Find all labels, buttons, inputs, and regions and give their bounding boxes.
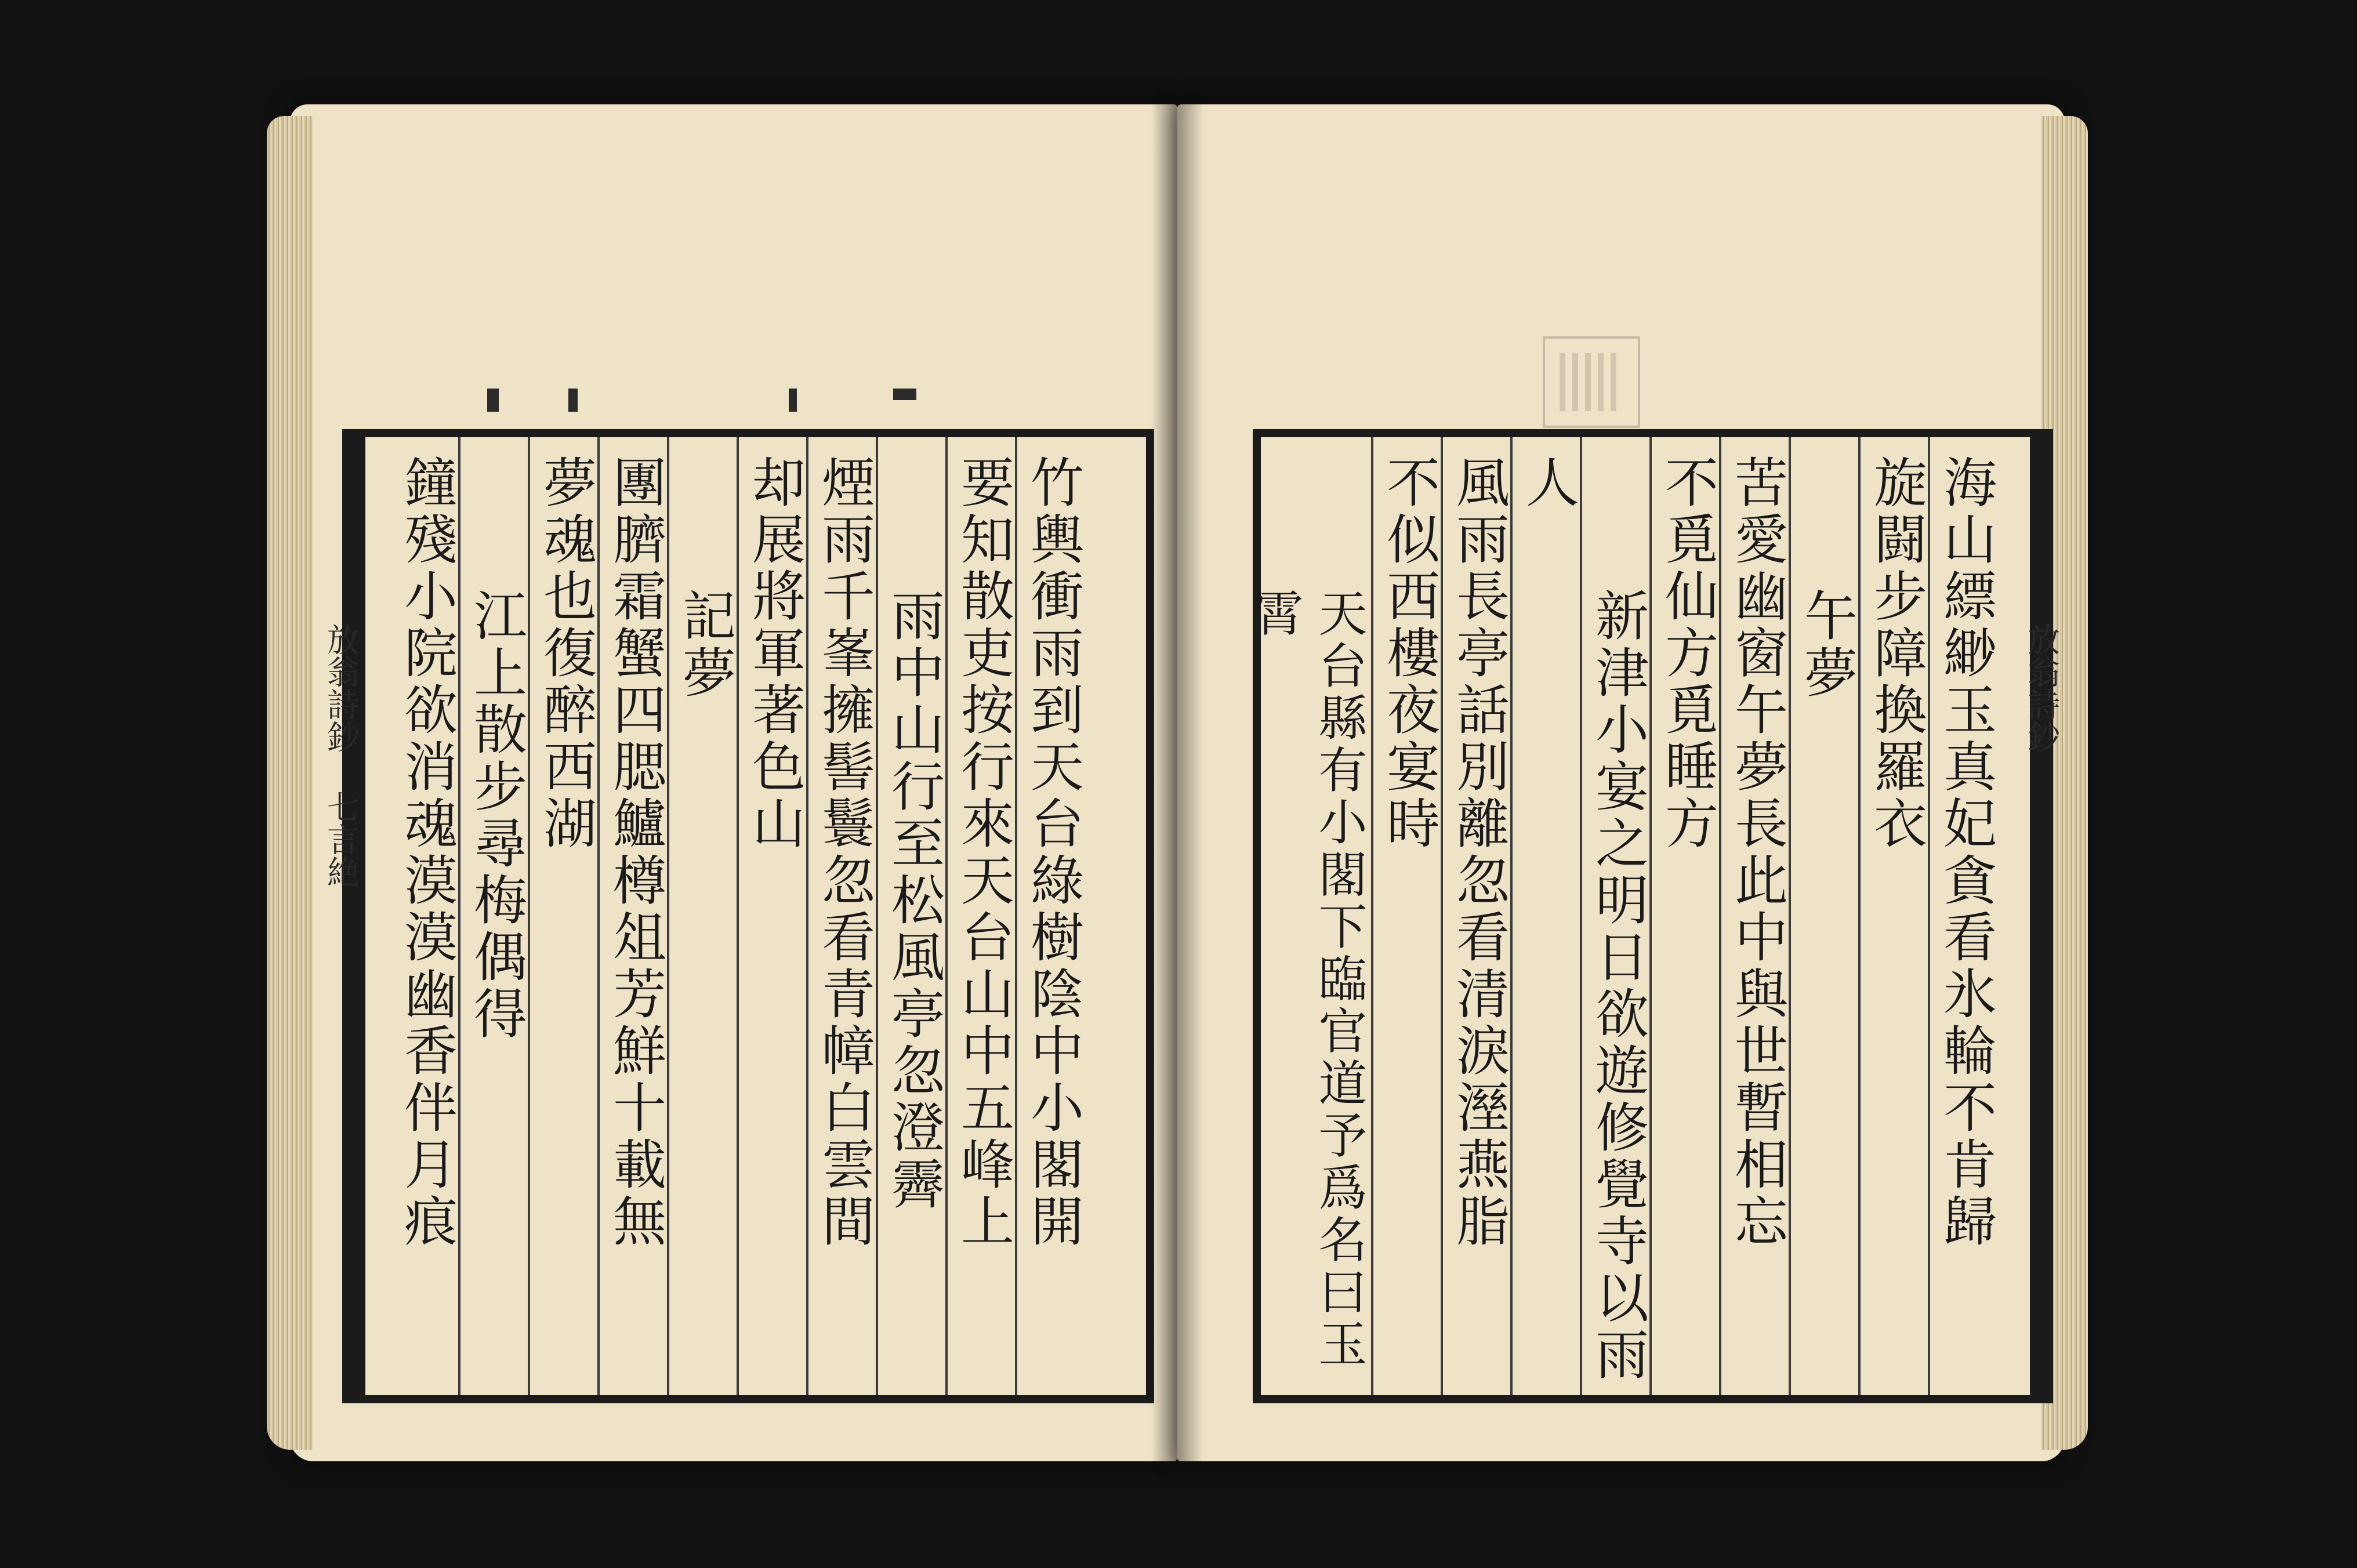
text-column: 風雨長亭話別離忽看清淚溼燕脂 <box>1448 455 1510 1250</box>
text-column: 鐘殘小院欲消魂漠漠幽香伴月痕 <box>396 455 458 1250</box>
banxin-label: 放翁詩鈔 七言絶 <box>322 623 360 888</box>
poem-title: 江上散步尋梅偶得 <box>465 588 527 1043</box>
poem-title: 記夢 <box>674 588 736 702</box>
text-column: 團臍霜蟹四腮鱸樽俎芳鮮十載無 <box>604 455 666 1250</box>
text-column: 不似西樓夜宴時 <box>1378 455 1440 852</box>
left-text-frame <box>322 429 1154 1403</box>
ink-marks <box>487 389 1067 423</box>
text-column: 海山縹緲玉真妃貪看氷輪不肯歸 <box>1935 455 1997 1250</box>
poem-title: 雨中山行至松風亭忽澄霽 <box>883 588 945 1213</box>
text-column: 苦愛幽窗午夢長此中與世暫相忘 <box>1726 455 1788 1250</box>
open-book <box>273 104 2082 1461</box>
left-page-edges <box>267 116 313 1450</box>
stamp-glyph <box>1560 353 1623 411</box>
text-column: 人 <box>1517 455 1579 511</box>
left-page <box>290 104 1177 1461</box>
poem-title: 天台縣有小閣下臨官道予爲名曰玉霄 <box>1247 588 1368 1371</box>
banxin-label: 放翁詩鈔 <box>2022 623 2060 753</box>
book-gutter <box>1151 104 1203 1461</box>
text-column: 煙雨千峯擁髻鬟忽看青幛白雲間 <box>813 455 875 1250</box>
text-column: 竹輿衝雨到天台綠樹陰中小閣開 <box>1022 455 1084 1250</box>
text-column: 不覓仙方覓睡方 <box>1656 455 1718 852</box>
text-column: 要知散吏按行來天台山中五峰上 <box>952 455 1014 1250</box>
faint-stamp <box>1543 336 1640 428</box>
text-column: 夢魂也復醉西湖 <box>535 455 597 852</box>
poem-title: 新津小宴之明日欲遊修覺寺以雨 <box>1587 588 1649 1384</box>
text-column: 却展將軍著色山 <box>744 455 806 852</box>
text-column: 旋闘步障換羅衣 <box>1865 455 1927 852</box>
right-text-frame <box>1247 429 2060 1403</box>
poem-title: 午夢 <box>1796 588 1858 702</box>
